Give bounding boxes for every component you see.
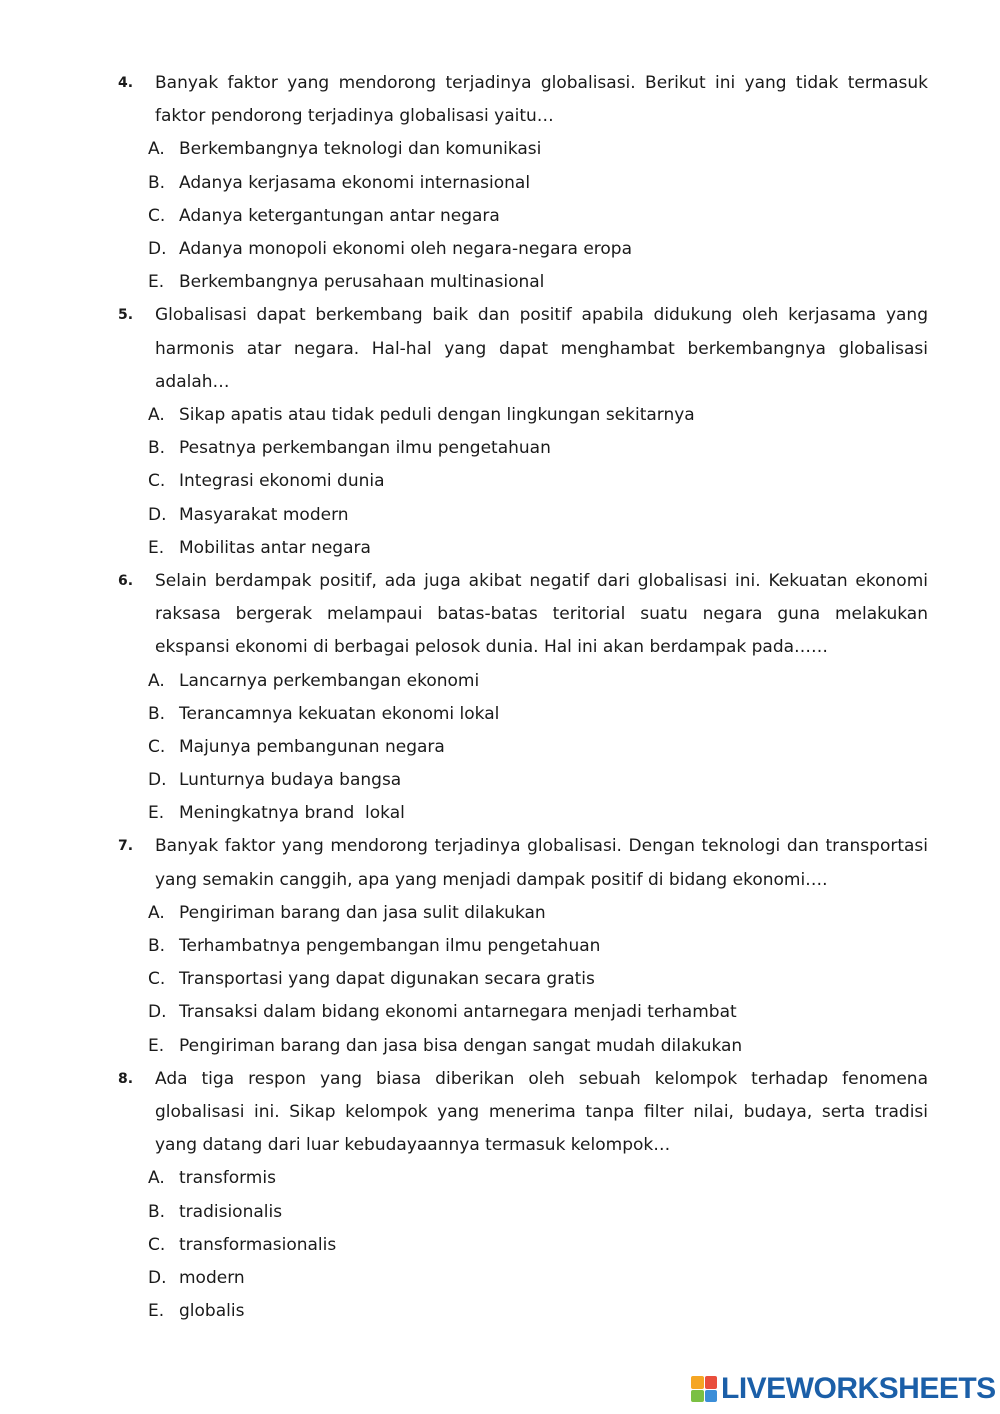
option-text: Sikap apatis atau tidak peduli dengan lingkungan sekitarnya [179,404,695,425]
option-text: Berkembangnya teknologi dan komunikasi [179,139,542,160]
logo-square [691,1376,704,1389]
answer-option[interactable] [0,930,1000,963]
option-letter: E. [148,1301,165,1322]
answer-option[interactable] [0,499,1000,532]
answer-option[interactable] [0,665,1000,698]
brand-name: LIVEWORKSHEETS [721,1372,996,1405]
question-number: 6. [118,572,134,589]
answer-option[interactable] [0,532,1000,565]
option-letter: C. [148,736,166,757]
answer-option[interactable] [0,797,1000,830]
question-stem [0,1063,1000,1163]
answer-options [0,133,1000,299]
answer-option[interactable] [0,233,1000,266]
liveworksheets-brand [691,1372,996,1405]
option-letter: D. [148,504,167,525]
option-text: Majunya pembangunan negara [179,736,445,757]
answer-options [0,399,1000,565]
answer-option[interactable] [0,731,1000,764]
option-letter: A. [148,139,165,160]
question-4 [0,67,1000,299]
option-letter: D. [148,770,167,791]
option-letter: C. [148,969,166,990]
option-letter: E. [148,1035,165,1056]
answer-option[interactable] [0,1295,1000,1328]
option-letter: A. [148,670,165,691]
option-letter: D. [148,1002,167,1023]
option-letter: B. [148,438,166,459]
answer-option[interactable] [0,1030,1000,1063]
question-text: Globalisasi dapat berkembang baik dan positif apabila didukung oleh kerjasama yang harmonis atar negara. Hal-hal yang dapat menghambat berkembangnya globalisasi adalah… [155,305,928,392]
option-letter: A. [148,902,165,923]
question-stem [0,299,1000,399]
question-text: Banyak faktor yang mendorong terjadinya globalisasi. Dengan teknologi dan transportasi yang semakin canggih, apa yang menjadi dampak positif di bidang ekonomi…. [155,836,928,890]
question-stem [0,830,1000,896]
question-number: 8. [118,1070,134,1087]
answer-option[interactable] [0,432,1000,465]
answer-option[interactable] [0,764,1000,797]
answer-option[interactable] [0,266,1000,299]
worksheet [0,67,1000,1328]
option-text: Adanya kerjasama ekonomi internasional [179,172,531,193]
answer-options [0,897,1000,1063]
option-letter: C. [148,471,166,492]
question-5 [0,299,1000,565]
question-stem [0,67,1000,133]
question-number: 7. [118,838,134,855]
option-text: Adanya monopoli ekonomi oleh negara-negara eropa [179,238,633,259]
answer-option[interactable] [0,963,1000,996]
option-text: Adanya ketergantungan antar negara [179,205,500,226]
option-text: Pengiriman barang dan jasa sulit dilakukan [179,902,546,923]
option-letter: A. [148,404,165,425]
answer-option[interactable] [0,133,1000,166]
logo-square [705,1376,718,1389]
option-letter: E. [148,803,165,824]
option-text: Transportasi yang dapat digunakan secara gratis [179,969,595,990]
option-letter: C. [148,1234,166,1255]
question-number: 5. [118,307,134,324]
answer-option[interactable] [0,167,1000,200]
answer-option[interactable] [0,399,1000,432]
answer-option[interactable] [0,698,1000,731]
option-text: Lancarnya perkembangan ekonomi [179,670,480,691]
answer-option[interactable] [0,1262,1000,1295]
answer-option[interactable] [0,897,1000,930]
option-text: modern [179,1267,245,1288]
question-text: Selain berdampak positif, ada juga akibat negatif dari globalisasi ini. Kekuatan ekonomi raksasa bergerak melampaui batas-batas teritorial suatu negara guna melakukan ekspansi ekonomi di berbagai pelosok dunia. Hal ini akan berdampak pada…… [155,570,928,658]
option-text: Pengiriman barang dan jasa bisa dengan sangat mudah dilakukan [179,1035,743,1056]
option-text: Mobilitas antar negara [179,537,371,558]
option-text: Meningkatnya brand lokal [179,803,405,824]
answer-option[interactable] [0,1162,1000,1195]
option-letter: D. [148,238,167,259]
option-text: Masyarakat modern [179,504,349,525]
option-text: Berkembangnya perusahaan multinasional [179,272,545,293]
option-text: tradisionalis [179,1201,283,1222]
logo-square [705,1390,718,1403]
logo-square [691,1390,704,1403]
liveworksheets-logo-icon [691,1376,717,1402]
option-text: Pesatnya perkembangan ilmu pengetahuan [179,438,551,459]
answer-option[interactable] [0,996,1000,1029]
option-text: transformasionalis [179,1234,337,1255]
option-letter: E. [148,272,165,293]
option-letter: B. [148,172,166,193]
answer-options [0,665,1000,831]
option-letter: B. [148,703,166,724]
answer-option[interactable] [0,200,1000,233]
question-number: 4. [118,75,134,91]
option-letter: C. [148,205,166,226]
option-letter: B. [148,936,166,957]
option-text: Transaksi dalam bidang ekonomi antarnegara menjadi terhambat [179,1002,737,1023]
question-6 [0,565,1000,831]
option-text: Terancamnya kekuatan ekonomi lokal [179,703,500,724]
option-text: Integrasi ekonomi dunia [179,471,385,492]
answer-option[interactable] [0,465,1000,498]
option-text: Terhambatnya pengembangan ilmu pengetahuan [179,936,601,957]
answer-options [0,1162,1000,1328]
question-stem [0,565,1000,665]
option-letter: A. [148,1168,165,1189]
option-letter: E. [148,537,165,558]
answer-option[interactable] [0,1229,1000,1262]
answer-option[interactable] [0,1196,1000,1229]
question-text: Ada tiga respon yang biasa diberikan oleh sebuah kelompok terhadap fenomena globalisasi ini. Sikap kelompok yang menerima tanpa filter nilai, budaya, serta tradisi yang datang dari luar kebudayaannya termasuk kelompok… [155,1068,928,1156]
question-text: Banyak faktor yang mendorong terjadinya globalisasi. Berikut ini yang tidak termasuk faktor pendorong terjadinya globalisasi yaitu… [155,73,928,127]
question-7 [0,830,1000,1062]
question-8 [0,1063,1000,1329]
option-letter: B. [148,1201,166,1222]
option-text: globalis [179,1301,245,1322]
option-letter: D. [148,1267,167,1288]
option-text: Lunturnya budaya bangsa [179,770,402,791]
option-text: transformis [179,1168,276,1189]
